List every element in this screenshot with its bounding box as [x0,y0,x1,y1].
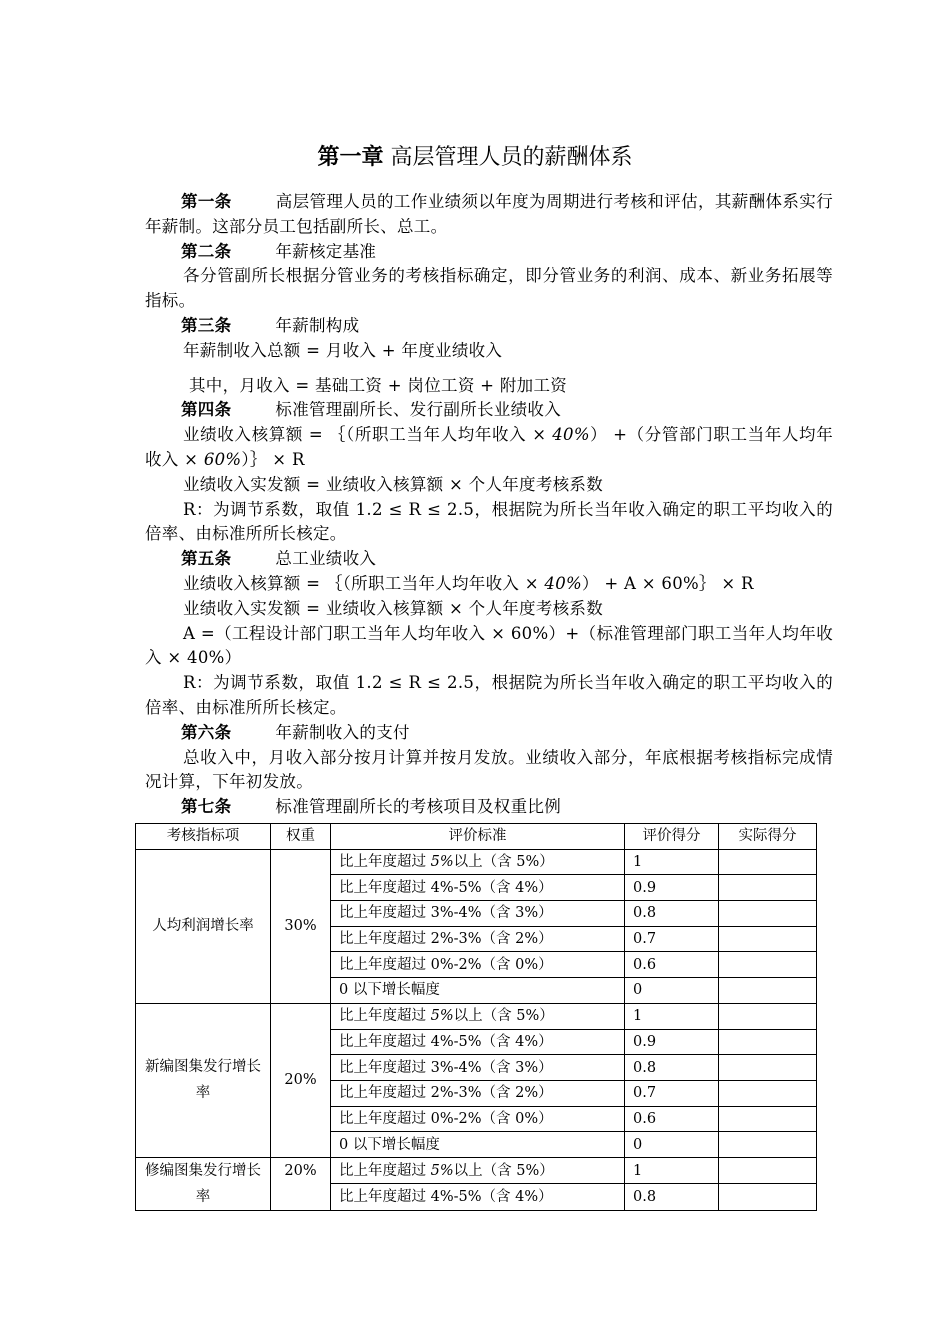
article-6-body: 总收入中，月收入部分按月计算并按月发放。业绩收入部分，年底根据考核指标完成情况计算，下年初发放。 [145,747,833,792]
criterion-text: 比上年度超过 2%-3%（含 2%） [339,1085,553,1102]
article-2-heading [145,240,833,265]
article-label: 第二条 [181,241,232,261]
article-label: 第三条 [181,315,232,335]
criterion-text: 比上年度超过 0%-2%（含 0%） [339,1110,553,1127]
actual-score-cell [719,1132,817,1158]
table-header-row [136,824,817,850]
criterion-cell [331,1080,625,1106]
table-row [136,849,817,875]
table-row [136,1003,817,1029]
criterion-text: 比上年度超过 [339,854,426,871]
article-4-formula-1 [145,423,833,473]
article-3-line-1: 年薪制收入总额 = 月收入 + 年度业绩收入 [183,340,503,360]
article-3-line-2: 其中，月收入 = 基础工资 + 岗位工资 + 附加工资 [189,375,568,395]
criterion-text: 比上年度超过 4%-5%（含 4%） [339,879,553,896]
criterion-cell [331,1055,625,1081]
actual-score-cell [719,1080,817,1106]
criterion-text: 比上年度超过 [339,1162,426,1179]
score-cell: 0.6 [625,952,719,978]
article-heading: 年薪制构成 [275,315,360,335]
article-heading: 标准管理副所长、发行副所长业绩收入 [275,400,562,420]
spacer [145,364,833,374]
criterion-text: 比上年度超过 3%-4%（含 3%） [339,1059,553,1076]
score-cell: 0 [625,978,719,1004]
column-header: 考核指标项 [136,824,271,850]
article-heading: 总工业绩收入 [275,549,377,569]
article-heading: 年薪制收入的支付 [275,722,410,742]
article-label: 第一条 [181,192,232,211]
chapter-title [0,143,950,173]
criterion-text: 比上年度超过 2%-3%（含 2%） [339,931,553,948]
article-heading: 年薪核定基准 [275,241,377,261]
article-label: 第四条 [181,400,232,420]
actual-score-cell [719,901,817,927]
actual-score-cell [719,1157,817,1184]
criterion-cell [331,849,625,875]
criterion-text: 5% [430,854,454,871]
article-text: 高层管理人员的工作业绩须以年度为周期进行考核和评估，其薪酬体系实行年薪制。这部分员工包括副所长、总工。 [145,192,834,236]
criterion-text: 以上（含 5%） [453,1162,554,1179]
actual-score-cell [719,875,817,901]
column-header: 评价得分 [625,824,719,850]
score-cell: 0.8 [625,901,719,927]
formula-part: 业绩收入核算额 = ｛（所职工当年人均年收入 × [183,573,539,593]
article-4-heading [145,398,833,423]
article-5-formula-2: 业绩收入实发额 = 业绩收入核算额 × 个人年度考核系数 [183,598,604,618]
article-label: 第六条 [181,722,232,742]
indicator-cell: 人均利润增长率 [136,849,271,1003]
criterion-cell [331,901,625,927]
score-cell: 1 [625,1003,719,1029]
score-cell: 0.9 [625,1029,719,1055]
column-header: 评价标准 [331,824,625,850]
article-1 [145,190,833,240]
criterion-cell [331,1157,625,1184]
criterion-cell [331,978,625,1004]
table-row [136,1157,817,1184]
criterion-text: 比上年度超过 4%-5%（含 4%） [339,1189,553,1206]
criterion-cell [331,1132,625,1158]
criterion-text: 5% [430,1162,454,1179]
article-heading: 标准管理副所长的考核项目及权重比例 [275,797,562,817]
criterion-text: 比上年度超过 [339,1008,426,1025]
score-cell: 1 [625,849,719,875]
column-header: 实际得分 [719,824,817,850]
criterion-text: 5% [430,1008,454,1025]
formula-part: 业绩收入核算额 = ｛（所职工当年人均年收入 × [183,425,547,445]
score-cell: 1 [625,1157,719,1184]
actual-score-cell [719,1055,817,1081]
weight-cell: 20% [271,1157,331,1210]
actual-score-cell [719,1106,817,1132]
indicator-cell: 修编图集发行增长率 [136,1157,271,1210]
score-cell: 0.7 [625,1080,719,1106]
formula-part: ） + A × 60%｝ × R [581,573,754,593]
score-cell: 0.8 [625,1184,719,1211]
criterion-text: 0 以下增长幅度 [339,982,440,999]
criterion-cell [331,1029,625,1055]
article-4-formula-2: 业绩收入实发额 = 业绩收入核算额 × 个人年度考核系数 [183,474,604,494]
article-2-body: 各分管副所长根据分管业务的考核指标确定，即分管业务的利润、成本、新业务拓展等指标。 [145,266,833,311]
article-label: 第七条 [181,797,232,817]
article-7-heading [145,795,833,820]
score-cell: 0 [625,1132,719,1158]
formula-part: ）｝ × R [241,449,305,469]
formula-part: 60% [203,449,242,469]
score-cell: 0.6 [625,1106,719,1132]
chapter-name: 高层管理人员的薪酬体系 [390,145,633,170]
criterion-text: 比上年度超过 4%-5%（含 4%） [339,1033,553,1050]
formula-part: ） +（分管部门职工当年人均年收入 × [145,425,833,469]
criterion-cell [331,1184,625,1211]
column-header: 权重 [271,824,331,850]
formula-part: 40% [552,425,590,445]
actual-score-cell [719,1003,817,1029]
article-5-heading [145,547,833,572]
article-5-formula-1 [145,572,833,597]
actual-score-cell [719,978,817,1004]
assessment-table [135,823,817,1211]
actual-score-cell [719,1184,817,1211]
weight-cell: 30% [271,849,331,1003]
article-label: 第五条 [181,549,232,569]
article-4-coefficient: R：为调节系数，取值 1.2 ≤ R ≤ 2.5，根据院为所长当年收入确定的职工平均收入的倍率、由标准所所长核定。 [145,499,833,544]
actual-score-cell [719,849,817,875]
score-cell: 0.9 [625,875,719,901]
criterion-text: 比上年度超过 0%-2%（含 0%） [339,956,553,973]
score-cell: 0.8 [625,1055,719,1081]
indicator-cell: 新编图集发行增长率 [136,1003,271,1157]
actual-score-cell [719,952,817,978]
article-5-coefficient: R：为调节系数，取值 1.2 ≤ R ≤ 2.5，根据院为所长当年收入确定的职工平均收入的倍率、由标准所所长核定。 [145,673,833,717]
criterion-cell [331,1003,625,1029]
criterion-text: 以上（含 5%） [453,1008,554,1025]
chapter-number: 第一章 [317,145,384,170]
criterion-text: 以上（含 5%） [453,854,554,871]
criterion-text: 比上年度超过 3%-4%（含 3%） [339,905,553,922]
score-cell: 0.7 [625,926,719,952]
article-6-heading [145,721,833,746]
article-5-a-definition: A =（工程设计部门职工当年人均年收入 × 60%）+（标准管理部门职工当年人均年收入 × 40%） [145,623,833,668]
criterion-cell [331,926,625,952]
actual-score-cell [719,1029,817,1055]
criterion-cell [331,1106,625,1132]
actual-score-cell [719,926,817,952]
criterion-cell [331,875,625,901]
criterion-cell [331,952,625,978]
weight-cell: 20% [271,1003,331,1157]
formula-part: 40% [544,573,582,593]
document-body [145,190,833,820]
criterion-text: 0 以下增长幅度 [339,1136,440,1153]
article-3-heading [145,314,833,339]
